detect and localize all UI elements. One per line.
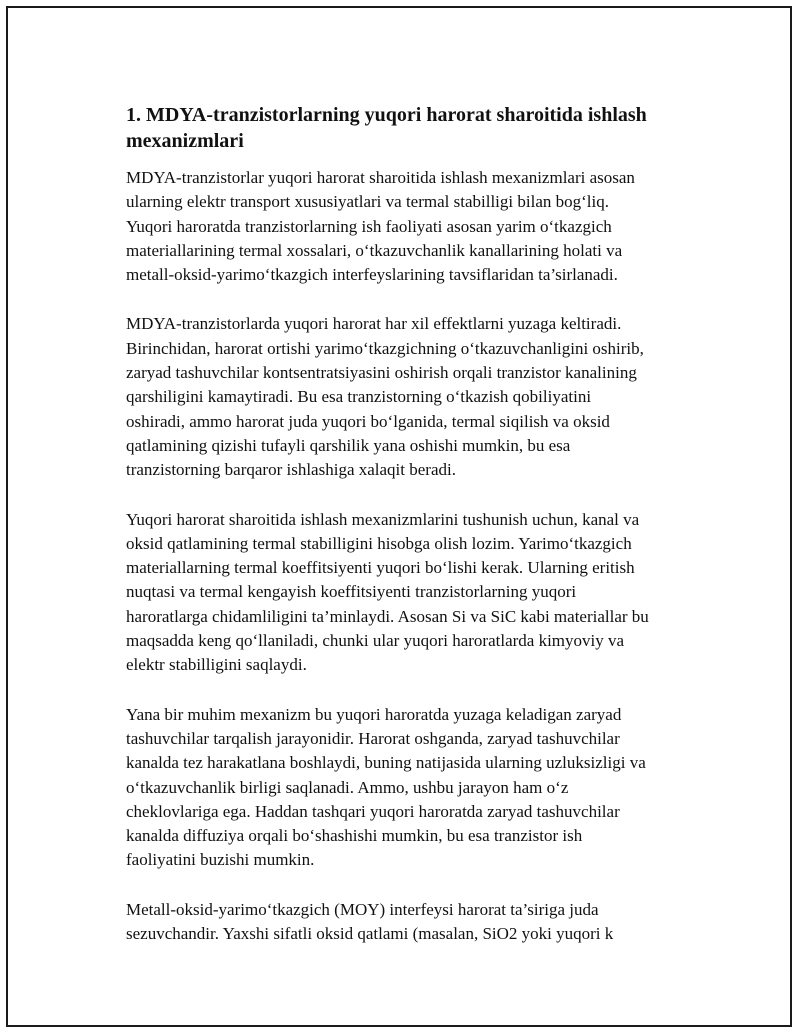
text-line: Birinchidan, harorat ortishi yarimo‘tkazgichning o‘tkazuvchanligini oshirib, xyxy=(126,338,644,358)
text-line: MDYA-tranzistorlarda yuqori harorat har xil effektlarni yuzaga keltiradi. xyxy=(126,314,622,334)
text-line: kanalda diffuziya orqali bo‘shashishi mumkin, bu esa tranzistor ish xyxy=(126,826,583,846)
text-line: kanalda tez harakatlana boshlaydi, buning natijasida ularning uzluksizligi va xyxy=(126,753,646,773)
paragraph-5 xyxy=(126,898,706,947)
text-line: maqsadda keng qo‘llaniladi, chunki ular yuqori haroratlarda kimyoviy va xyxy=(126,631,625,651)
text-line: metall-oksid-yarimo‘tkazgich interfeyslarining tavsiflaridan ta’sirlanadi. xyxy=(126,265,618,285)
paragraph-2 xyxy=(126,312,706,482)
text-line: materiallarning termal koeffitsiyenti yuqori bo‘lishi kerak. Ularning eritish xyxy=(126,558,635,578)
heading-line: mexanizmlari xyxy=(126,130,244,152)
text-line: elektr stabilligini saqlaydi. xyxy=(126,655,307,675)
document-body xyxy=(126,102,706,971)
text-line: MDYA-tranzistorlar yuqori harorat sharoitida ishlash mexanizmlari asosan xyxy=(126,168,635,187)
text-line: Yuqori haroratda tranzistorlarning ish faoliyati asosan yarim o‘tkazgich xyxy=(126,216,612,236)
text-line: oshiradi, ammo harorat juda yuqori bo‘lganida, termal siqilish va oksid xyxy=(126,411,610,431)
text-line: Yuqori harorat sharoitida ishlash mexanizmlarini tushunish uchun, kanal va xyxy=(126,509,640,529)
text-line: sezuvchandir. Yaxshi sifatli oksid qatlami (masalan, SiO2 yoki yuqori k xyxy=(126,924,614,944)
text-line: ularning elektr transport xususiyatlari va termal stabilligi bilan bog‘liq. xyxy=(126,192,609,212)
text-line: qarshiligini kamaytiradi. Bu esa tranzistorning o‘tkazish qobiliyatini xyxy=(126,387,592,407)
text-line: tashuvchilar tarqalish jarayonidir. Harorat oshganda, zaryad tashuvchilar xyxy=(126,728,620,748)
paragraph-3 xyxy=(126,508,706,678)
text-line: oksid qatlamining termal stabilligini hisobga olish lozim. Yarimo‘tkazgich xyxy=(126,533,632,553)
section-heading xyxy=(126,102,706,154)
text-line: qatlamining qizishi tufayli qarshilik yana oshishi mumkin, bu esa xyxy=(126,435,571,455)
text-line: faoliyatini buzishi mumkin. xyxy=(126,850,315,870)
text-line: tranzistorning barqaror ishlashiga xalaqit beradi. xyxy=(126,460,456,480)
text-line: nuqtasi va termal kengayish koeffitsiyenti tranzistorlarning yuqori xyxy=(126,582,577,602)
text-line: o‘tkazuvchanlik birligi saqlanadi. Ammo, ushbu jarayon ham o‘z xyxy=(126,777,569,797)
text-line: haroratlarga chidamliligini ta’minlaydi. Asosan Si va SiC kabi materiallar bu xyxy=(126,606,649,626)
paragraph-1 xyxy=(126,166,706,287)
text-line: zaryad tashuvchilar kontsentratsiyasini oshirish orqali tranzistor kanalining xyxy=(126,363,637,383)
paragraph-4 xyxy=(126,703,706,873)
page-frame xyxy=(6,6,792,1027)
heading-line: 1. MDYA-tranzistorlarning yuqori harorat sharoitida ishlash xyxy=(126,104,647,126)
text-line: materiallarining termal xossalari, o‘tkazuvchanlik kanallarining holati va xyxy=(126,240,623,260)
text-line: Metall-oksid-yarimo‘tkazgich (MOY) interfeysi harorat ta’siriga juda xyxy=(126,899,599,919)
text-line: Yana bir muhim mexanizm bu yuqori haroratda yuzaga keladigan zaryad xyxy=(126,704,622,724)
text-line: cheklovlariga ega. Haddan tashqari yuqori haroratda zaryad tashuvchilar xyxy=(126,801,620,821)
